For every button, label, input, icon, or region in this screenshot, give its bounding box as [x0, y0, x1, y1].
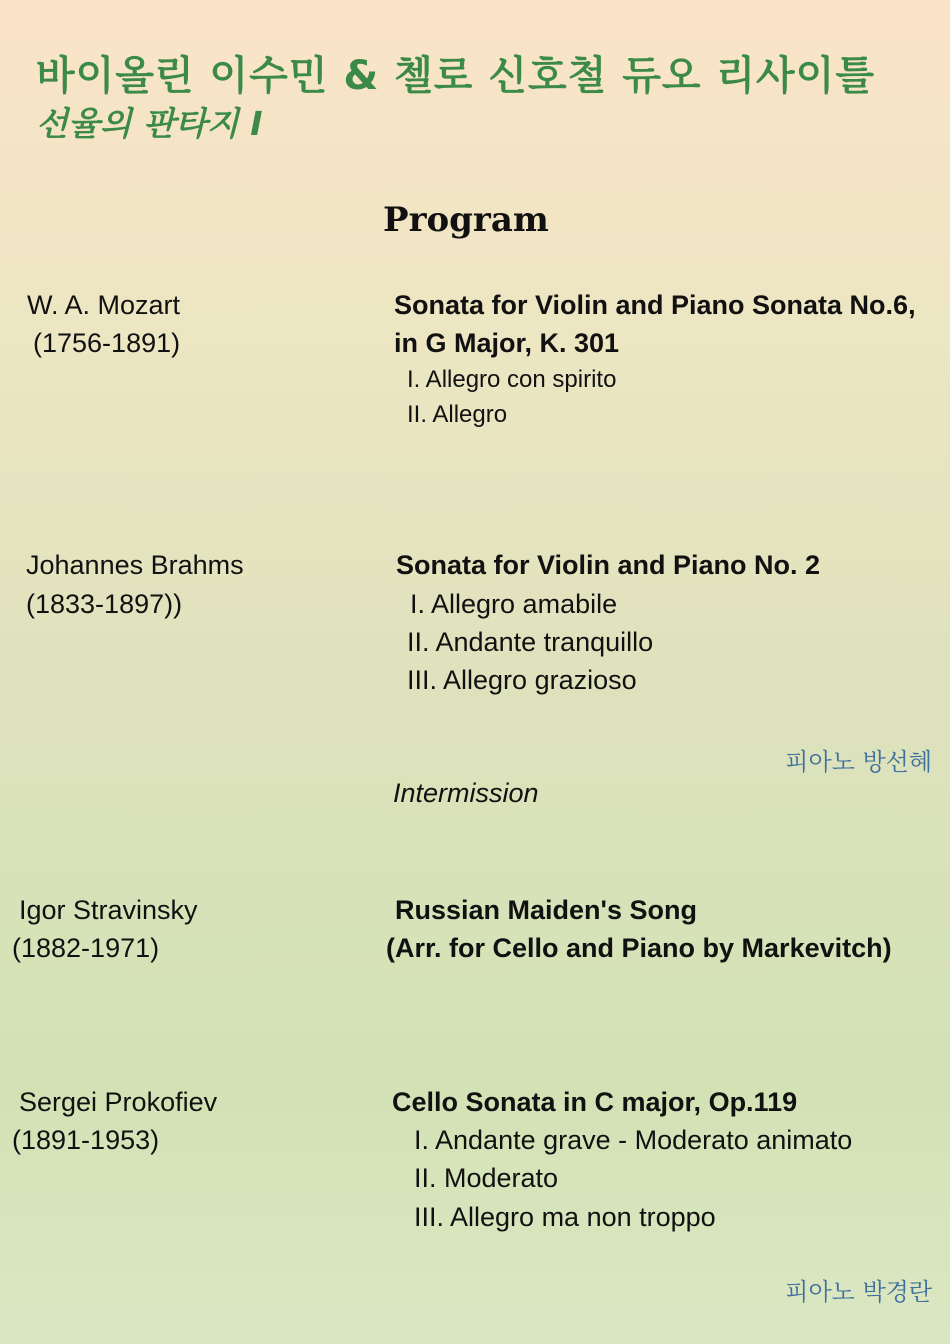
work-title-line2: (Arr. for Cello and Piano by Markevitch) — [386, 933, 892, 963]
recital-title: 바이올린 이수민 & 첼로 신호철 듀오 리사이틀 — [36, 53, 875, 99]
work-title-line2: in G Major, K. 301 — [394, 328, 620, 358]
movement: II. Andante tranquillo — [407, 627, 654, 657]
movement: I. Allegro con spirito — [407, 366, 617, 393]
composer-years: (1882-1971) — [12, 933, 160, 963]
composer-name: Johannes Brahms — [26, 550, 244, 580]
movement: II. Allegro — [407, 401, 508, 428]
composer-years: (1891-1953) — [12, 1125, 160, 1155]
work-title: Cello Sonata in C major, Op.119 — [392, 1087, 798, 1117]
composer-years: (1756-1891) — [33, 328, 181, 358]
program-heading: Program — [383, 200, 549, 240]
composer-name: Igor Stravinsky — [19, 895, 198, 925]
work-title: Sonata for Violin and Piano No. 2 — [396, 550, 821, 580]
movement: II. Moderato — [414, 1163, 559, 1193]
pianist-credit: 피아노 박경란 — [785, 1278, 932, 1306]
movement: III. Allegro grazioso — [407, 665, 637, 695]
recital-subtitle: 선율의 판타지 I — [36, 104, 263, 143]
composer-years: (1833-1897)) — [26, 589, 183, 619]
movement: III. Allegro ma non troppo — [414, 1202, 716, 1232]
movement: I. Andante grave - Moderato animato — [414, 1125, 853, 1155]
pianist-credit: 피아노 방선혜 — [785, 748, 932, 776]
work-title: Russian Maiden's Song — [395, 895, 697, 925]
intermission-label: Intermission — [393, 778, 539, 808]
movement: I. Allegro amabile — [410, 589, 618, 619]
composer-name: W. A. Mozart — [27, 290, 181, 320]
composer-name: Sergei Prokofiev — [19, 1087, 218, 1117]
work-title: Sonata for Violin and Piano Sonata No.6, — [394, 290, 916, 320]
